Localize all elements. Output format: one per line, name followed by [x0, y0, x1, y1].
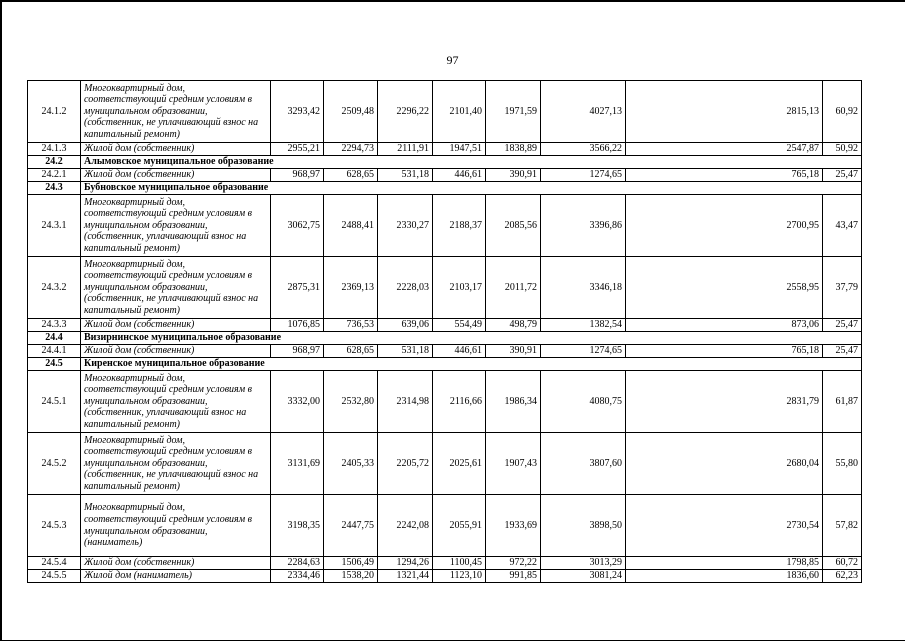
value-cell: 1986,34: [486, 371, 541, 433]
value-cell: 639,06: [378, 319, 433, 332]
row-description: Жилой дом (собственник): [81, 345, 271, 358]
value-cell: 2228,03: [378, 257, 433, 319]
row-description: Многоквартирный дом, соответствующий средним условиям в муниципальном образовании, (собственник, не уплачивающий взнос на капитальный ремонт): [81, 433, 271, 495]
value-cell: 531,18: [378, 345, 433, 358]
value-cell: 2314,98: [378, 371, 433, 433]
value-cell: 2730,54: [626, 495, 823, 557]
value-cell: 873,06: [626, 319, 823, 332]
value-cell: 968,97: [271, 169, 324, 182]
row-code: 24.5.5: [28, 570, 81, 583]
table-row: [28, 143, 862, 156]
value-cell: 1538,20: [324, 570, 378, 583]
table-row: [28, 319, 862, 332]
row-code: 24.1.3: [28, 143, 81, 156]
row-description: Многоквартирный дом, соответствующий средним условиям в муниципальном образовании, (собственник, не уплачивающий взнос на капитальный ремонт): [81, 257, 271, 319]
value-cell: 1933,69: [486, 495, 541, 557]
value-cell: 736,53: [324, 319, 378, 332]
value-cell: 4080,75: [541, 371, 626, 433]
value-cell: 2025,61: [433, 433, 486, 495]
value-cell: 1100,45: [433, 557, 486, 570]
row-code: 24.3.3: [28, 319, 81, 332]
value-cell: 498,79: [486, 319, 541, 332]
row-code: 24.5.1: [28, 371, 81, 433]
value-cell: 531,18: [378, 169, 433, 182]
value-cell: 2101,40: [433, 81, 486, 143]
row-code: 24.5.2: [28, 433, 81, 495]
value-cell: 2831,79: [626, 371, 823, 433]
value-cell: 61,87: [823, 371, 862, 433]
value-cell: 390,91: [486, 169, 541, 182]
value-cell: 1907,43: [486, 433, 541, 495]
row-code: 24.2.1: [28, 169, 81, 182]
section-title: Алымовское муниципальное образование: [81, 156, 862, 169]
value-cell: 2111,91: [378, 143, 433, 156]
value-cell: 1294,26: [378, 557, 433, 570]
table-row: [28, 169, 862, 182]
value-cell: 2558,95: [626, 257, 823, 319]
value-cell: 2205,72: [378, 433, 433, 495]
value-cell: 60,72: [823, 557, 862, 570]
value-cell: 446,61: [433, 345, 486, 358]
value-cell: 3081,24: [541, 570, 626, 583]
value-cell: 62,23: [823, 570, 862, 583]
value-cell: 55,80: [823, 433, 862, 495]
value-cell: 1382,54: [541, 319, 626, 332]
tariff-table: [27, 80, 862, 583]
value-cell: 2547,87: [626, 143, 823, 156]
value-cell: 3807,60: [541, 433, 626, 495]
table-row: [28, 371, 862, 433]
value-cell: 2116,66: [433, 371, 486, 433]
value-cell: 3396,86: [541, 195, 626, 257]
value-cell: 1838,89: [486, 143, 541, 156]
value-cell: 2369,13: [324, 257, 378, 319]
row-code: 24.3.1: [28, 195, 81, 257]
value-cell: 25,47: [823, 345, 862, 358]
value-cell: 3131,69: [271, 433, 324, 495]
value-cell: 3898,50: [541, 495, 626, 557]
row-description: Многоквартирный дом, соответствующий средним условиям в муниципальном образовании, (наниматель): [81, 495, 271, 557]
value-cell: 3198,35: [271, 495, 324, 557]
row-code: 24.5.3: [28, 495, 81, 557]
value-cell: 2011,72: [486, 257, 541, 319]
row-description: Жилой дом (собственник): [81, 557, 271, 570]
value-cell: 25,47: [823, 169, 862, 182]
table-row: [28, 81, 862, 143]
value-cell: 1274,65: [541, 169, 626, 182]
row-description: Многоквартирный дом, соответствующий средним условиям в муниципальном образовании, (собственник, не уплачивающий взнос на капитальный ремонт): [81, 81, 271, 143]
section-code: 24.4: [28, 332, 81, 345]
value-cell: 1076,85: [271, 319, 324, 332]
row-code: 24.1.2: [28, 81, 81, 143]
section-row: [28, 182, 862, 195]
value-cell: 4027,13: [541, 81, 626, 143]
row-description: Жилой дом (собственник): [81, 169, 271, 182]
value-cell: 3346,18: [541, 257, 626, 319]
row-code: 24.3.2: [28, 257, 81, 319]
table-row: [28, 195, 862, 257]
row-description: Многоквартирный дом, соответствующий средним условиям в муниципальном образовании, (собственник, уплачивающий взнос на капитальный ремонт): [81, 195, 271, 257]
row-description: Многоквартирный дом, соответствующий средним условиям в муниципальном образовании, (собственник, уплачивающий взнос на капитальный ремонт): [81, 371, 271, 433]
section-row: [28, 332, 862, 345]
value-cell: 3013,29: [541, 557, 626, 570]
value-cell: 2055,91: [433, 495, 486, 557]
section-row: [28, 156, 862, 169]
table-row: [28, 570, 862, 583]
row-description: Жилой дом (наниматель): [81, 570, 271, 583]
value-cell: 2284,63: [271, 557, 324, 570]
section-title: Киренское муниципальное образование: [81, 358, 862, 371]
row-description: Жилой дом (собственник): [81, 143, 271, 156]
page-number: 97: [446, 53, 459, 67]
value-cell: 25,47: [823, 319, 862, 332]
value-cell: 1947,51: [433, 143, 486, 156]
value-cell: 765,18: [626, 345, 823, 358]
value-cell: 1506,49: [324, 557, 378, 570]
value-cell: 2242,08: [378, 495, 433, 557]
section-code: 24.2: [28, 156, 81, 169]
value-cell: 2405,33: [324, 433, 378, 495]
value-cell: 2815,13: [626, 81, 823, 143]
value-cell: 2700,95: [626, 195, 823, 257]
value-cell: 2296,22: [378, 81, 433, 143]
value-cell: 2188,37: [433, 195, 486, 257]
value-cell: 554,49: [433, 319, 486, 332]
row-code: 24.4.1: [28, 345, 81, 358]
value-cell: 2488,41: [324, 195, 378, 257]
value-cell: 3062,75: [271, 195, 324, 257]
value-cell: 968,97: [271, 345, 324, 358]
row-code: 24.5.4: [28, 557, 81, 570]
value-cell: 2509,48: [324, 81, 378, 143]
value-cell: 991,85: [486, 570, 541, 583]
value-cell: 765,18: [626, 169, 823, 182]
section-code: 24.5: [28, 358, 81, 371]
value-cell: 3332,00: [271, 371, 324, 433]
value-cell: 628,65: [324, 169, 378, 182]
value-cell: 1836,60: [626, 570, 823, 583]
value-cell: 50,92: [823, 143, 862, 156]
row-description: Жилой дом (собственник): [81, 319, 271, 332]
value-cell: 2334,46: [271, 570, 324, 583]
value-cell: 1798,85: [626, 557, 823, 570]
value-cell: 3566,22: [541, 143, 626, 156]
value-cell: 2103,17: [433, 257, 486, 319]
section-row: [28, 358, 862, 371]
table-row: [28, 557, 862, 570]
value-cell: 972,22: [486, 557, 541, 570]
value-cell: 57,82: [823, 495, 862, 557]
value-cell: 2294,73: [324, 143, 378, 156]
value-cell: 1123,10: [433, 570, 486, 583]
value-cell: 628,65: [324, 345, 378, 358]
value-cell: 2532,80: [324, 371, 378, 433]
value-cell: 2330,27: [378, 195, 433, 257]
value-cell: 1274,65: [541, 345, 626, 358]
section-title: Бубновское муниципальное образование: [81, 182, 862, 195]
value-cell: 1321,44: [378, 570, 433, 583]
section-title: Визирнинское муниципальное образование: [81, 332, 862, 345]
value-cell: 2680,04: [626, 433, 823, 495]
section-code: 24.3: [28, 182, 81, 195]
value-cell: 2085,56: [486, 195, 541, 257]
value-cell: 2955,21: [271, 143, 324, 156]
value-cell: 446,61: [433, 169, 486, 182]
table-row: [28, 345, 862, 358]
table-row: [28, 433, 862, 495]
value-cell: 2447,75: [324, 495, 378, 557]
value-cell: 60,92: [823, 81, 862, 143]
value-cell: 390,91: [486, 345, 541, 358]
table-row: [28, 257, 862, 319]
value-cell: 43,47: [823, 195, 862, 257]
value-cell: 3293,42: [271, 81, 324, 143]
table-row: [28, 495, 862, 557]
value-cell: 2875,31: [271, 257, 324, 319]
value-cell: 1971,59: [486, 81, 541, 143]
value-cell: 37,79: [823, 257, 862, 319]
